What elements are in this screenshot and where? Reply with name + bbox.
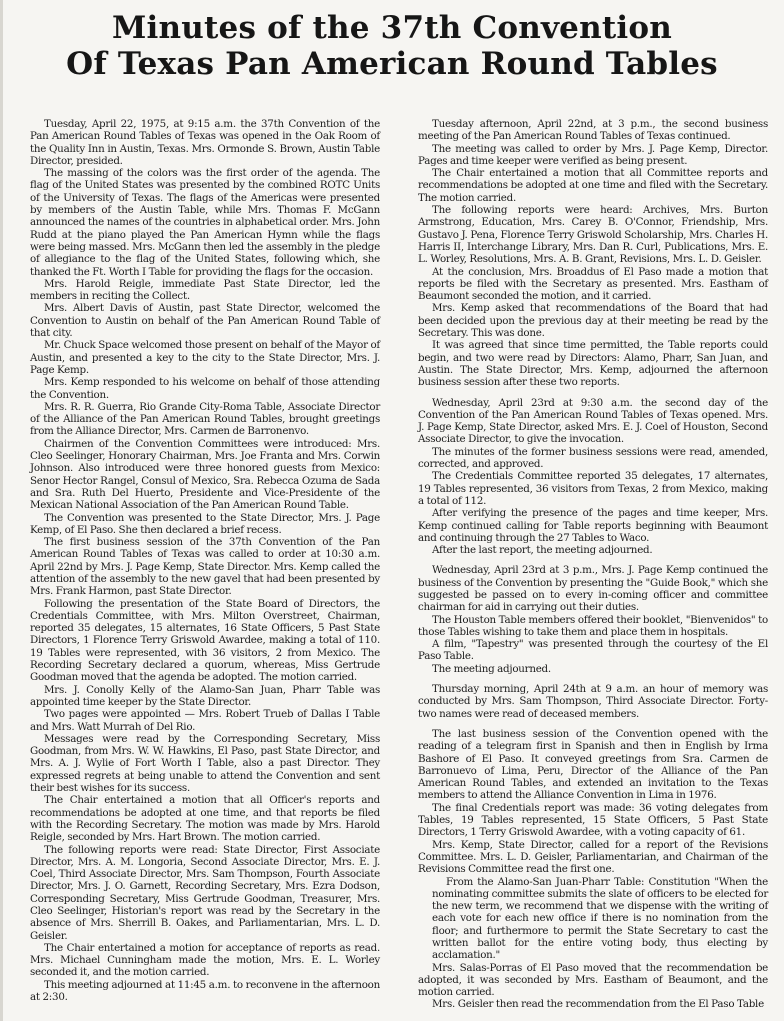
paragraph: A film, "Tapestry" was presented through the courtesy of the El Paso Table. xyxy=(418,638,768,663)
paragraph: Mrs. Harold Reigle, immediate Past State Director, led the members in reciting the Collect. xyxy=(30,277,380,303)
paragraph: Tuesday, April 22, 1975, at 9:15 a.m. the 37th Convention of the Pan American Round Tables of Texas was opened in the Oak Room of the Quality Inn in Austin, Texas. Mrs. Ormonde S. Brown, Austin Table Director, presided. xyxy=(30,118,380,167)
paragraph: The Chair entertained a motion for acceptance of reports as read. Mrs. Michael Cunningham made the motion, Mrs. E. L. Worley seconded it, and the motion carried. xyxy=(30,941,380,979)
paragraph: Mrs. Kemp responded to his welcome on behalf of those attending the Convention. xyxy=(30,376,380,401)
paragraph: The last business session of the Convention opened with the reading of a telegram first in Spanish and then in English by Irma Bashore of El Paso. It conveyed greetings from Sra. Carmen de Barronuevo of Lima, Peru, Director of the Alliance of the Pan American Round Tables, and extended an invitation to the Texas members to attend the Alliance Convention in Lima in 1976. xyxy=(418,727,768,802)
paragraph: Mrs. Albert Davis of Austin, past State Director, welcomed the Convention to Austin on behalf of the Pan American Round Table of that city. xyxy=(30,302,380,340)
paragraph: The minutes of the former business sessions were read, amended, corrected, and approved. xyxy=(418,445,768,471)
paragraph: Mrs. Kemp asked that recommendations of the Board that had been decided upon the previous day at their meeting be read by the Secretary. This was done. xyxy=(418,302,768,340)
paragraph: The Chair entertained a motion that all Officer's reports and recommendations be adopted at one time, and that reports be filed with the Recording Secretary. The motion was made by Mrs. Harold Reigle, seconded by Mrs. Hart Brown. The motion carried. xyxy=(30,794,380,844)
paragraph: The following reports were heard: Archives, Mrs. Burton Armstrong, Education, Mrs. Carey B. O'Connor, Friendship, Mrs. Gustavo J. Pena, Florence Terry Griswold Scholarship, Mrs. Charles H. Harris II, Interchange Library, Mrs. Dan R. Curl, Publications, Mrs. E. L. Worley, Resolutions, Mrs. A. B. Grant, Revisions, Mrs. L. D. Geisler. xyxy=(418,204,768,266)
paragraph: This meeting adjourned at 11:45 a.m. to reconvene in the afternoon at 2:30. xyxy=(30,978,380,1004)
right-text-column xyxy=(418,118,768,1011)
paragraph: It was agreed that since time permitted, the Table reports could begin, and two were read by Directors: Alamo, Pharr, San Juan, and Austin. The State Director, Mrs. Kemp, adjourned the afternoon business session after these two reports. xyxy=(418,339,768,389)
paragraph: Mrs. J. Conolly Kelly of the Alamo-San Juan, Pharr Table was appointed time keeper by the State Director. xyxy=(30,683,380,708)
paragraph: The following reports were read: State Director, First Associate Director, Mrs. A. M. Longoria, Second Associate Director, Mrs. E. J. Coel, Third Associate Director, Mrs. Sam Thompson, Fourth Associate Director, Mrs. J. O. Garnett, Recording Secretary, Mrs. Ezra Dodson, Corresponding Secretary, Miss Gertrude Goodman, Treasurer, Mrs. Cleo Seelinger, Historian's report was read by the Secretary in the absence of Mrs. Sherrill B. Oakes, and Parliamentarian, Mrs. L. D. Geisler. xyxy=(30,843,380,942)
paragraph: Mr. Chuck Space welcomed those present on behalf of the Mayor of Austin, and presented a key to the city to the State Director, Mrs. J. Page Kemp. xyxy=(30,339,380,376)
paragraph: Tuesday afternoon, April 22nd, at 3 p.m., the second business meeting of the Pan American Round Tables of Texas continued. xyxy=(418,118,768,143)
paragraph: The Convention was presented to the State Director, Mrs. J. Page Kemp, of El Paso. She then declared a brief recess. xyxy=(30,511,380,536)
paragraph: Two pages were appointed — Mrs. Robert Trueb of Dallas I Table and Mrs. Watt Murrah of Del Rio. xyxy=(30,708,380,733)
paragraph: The meeting adjourned. xyxy=(432,662,551,675)
document-title-line-2: Of Texas Pan American Round Tables xyxy=(66,46,718,82)
paragraph: Messages were read by the Corresponding Secretary, Miss Goodman, from Mrs. W. W. Hawkins, El Paso, past State Director, and Mrs. A. J. Wylie of Fort Worth I Table, also a past Director. They expressed regrets at being unable to attend the Convention and sent their best wishes for its success. xyxy=(30,732,380,795)
paragraph: The Chair entertained a motion that all Committee reports and recommendations be adopted at one time and filed with the Secretary. The motion carried. xyxy=(418,167,768,204)
paragraph: Mrs. Salas-Porras of El Paso moved that the recommendation be adopted, it was seconded by Mrs. Eastham of Beaumont, and the motion carried. xyxy=(418,961,768,999)
paragraph: After the last report, the meeting adjourned. xyxy=(432,544,653,557)
paragraph: The Houston Table members offered their booklet, "Bienvenidos" to those Tables wishing to take them and place them in hospitals. xyxy=(418,613,768,638)
paragraph: At the conclusion, Mrs. Broaddus of El Paso made a motion that reports be filed with the Secretary as presented. Mrs. Eastham of Beaumont seconded the motion, and it carried. xyxy=(418,265,768,303)
paragraph: The Credentials Committee reported 35 delegates, 17 alternates, 19 Tables represented, 36 visitors from Texas, 2 from Mexico, making a total of 112. xyxy=(418,470,768,507)
paragraph: The massing of the colors was the first order of the agenda. The flag of the United States was presented by the combined ROTC Units of the University of Texas. The flags of the Americas were presented by members of the Austin Table, while Mrs. Thomas F. McGann announced the names of the countries in alphabetical order. Mrs. John Rudd at the piano played the Pan American Hymn while the flags were being massed. Mrs. McGann then led the assembly in the pledge of allegiance to the flag of the United States, following which, she thanked the Ft. Worth I Table for providing the flags for the occasion. xyxy=(30,167,380,278)
paragraph: The first business session of the 37th Convention of the Pan American Round Tables of Texas was called to order at 10:30 a.m. April 22nd by Mrs. J. Page Kemp, State Director. Mrs. Kemp called the attention of the assembly to the new gavel that had been presented by Mrs. Frank Harmon, past State Director. xyxy=(30,536,380,598)
paragraph: Thursday morning, April 24th at 9 a.m. an hour of memory was conducted by Mrs. Sam Thompson, Third Associate Director. Forty-two names were read of deceased members. xyxy=(418,683,768,720)
paragraph: Mrs. Kemp, State Director, called for a report of the Revisions Committee. Mrs. L. D. Geisler, Parliamentarian, and Chairman of the Revisions Committee read the first one. xyxy=(418,838,768,876)
paragraph: The meeting was called to order by Mrs. J. Page Kemp, Director. Pages and time keeper were verified as being present. xyxy=(418,142,768,167)
document-title-line-1: Minutes of the 37th Convention xyxy=(112,10,672,46)
paragraph: Wednesday, April 23rd at 3 p.m., Mrs. J. Page Kemp continued the business of the Convention by presenting the "Guide Book," which she suggested be passed on to every in-coming officer and committee chairman for aid in carrying out their duties. xyxy=(418,564,768,614)
paragraph: Chairmen of the Convention Committees were introduced: Mrs. Cleo Seelinger, Honorary Chairman, Mrs. Joe Franta and Mrs. Corwin Johnson. Also introduced were three honored guests from Mexico: Senor Hector Rangel, Consul of Mexico, Sra. Rebecca Ozuma de Sada and Sra. Ruth Del Huerto, Presidente and Vice-Presidente of the Mexican National Association of the Pan American Round Table. xyxy=(30,437,380,512)
quoted-recommendation: From the Alamo-San Juan-Pharr Table: Constitution "When the nominating committee submits the slate of officers to be elected for the new term, we recommend that we dispense with the writing of each vote for each new office if there is no nomination from the floor; and furthermore to permit the State Secretary to cast the written ballot for the entire voting body, thus electing by acclamation." xyxy=(432,875,768,962)
paragraph: Mrs. Geisler then read the recommendation from the El Paso Table xyxy=(432,998,764,1011)
left-text-column xyxy=(30,118,380,1003)
paragraph: Mrs. R. R. Guerra, Rio Grande City-Roma Table, Associate Director of the Alliance of the Pan American Round Tables, brought greetings from the Alliance Director, Mrs. Carmen de Barronenvo. xyxy=(30,400,380,438)
paragraph: Wednesday, April 23rd at 9:30 a.m. the second day of the Convention of the Pan American Round Tables of Texas opened. Mrs. J. Page Kemp, State Director, asked Mrs. E. J. Coel of Houston, Second Associate Director, to give the invocation. xyxy=(418,396,768,446)
paragraph: The final Credentials report was made: 36 voting delegates from Tables, 19 Tables represented, 15 State Officers, 5 Past State Directors, 1 Terry Griswold Awardee, with a voting capacity of 61. xyxy=(418,801,768,839)
paragraph: Following the presentation of the State Board of Directors, the Credentials Committee, with Mrs. Milton Overstreet, Chairman, reported 35 delegates, 15 alternates, 16 State Officers, 5 Past State Directors, 1 Florence Terry Griswold Awardee, making a total of 110. 19 Tables were represented, with 36 visitors, 2 from Mexico. The Recording Secretary declared a quorum, whereas, Miss Gertrude Goodman moved that the agenda be adopted. The motion carried. xyxy=(30,597,380,684)
paragraph: After verifying the presence of the pages and time keeper, Mrs. Kemp continued calling for Table reports beginning with Beaumont and continuing through the 27 Tables to Waco. xyxy=(418,507,768,544)
